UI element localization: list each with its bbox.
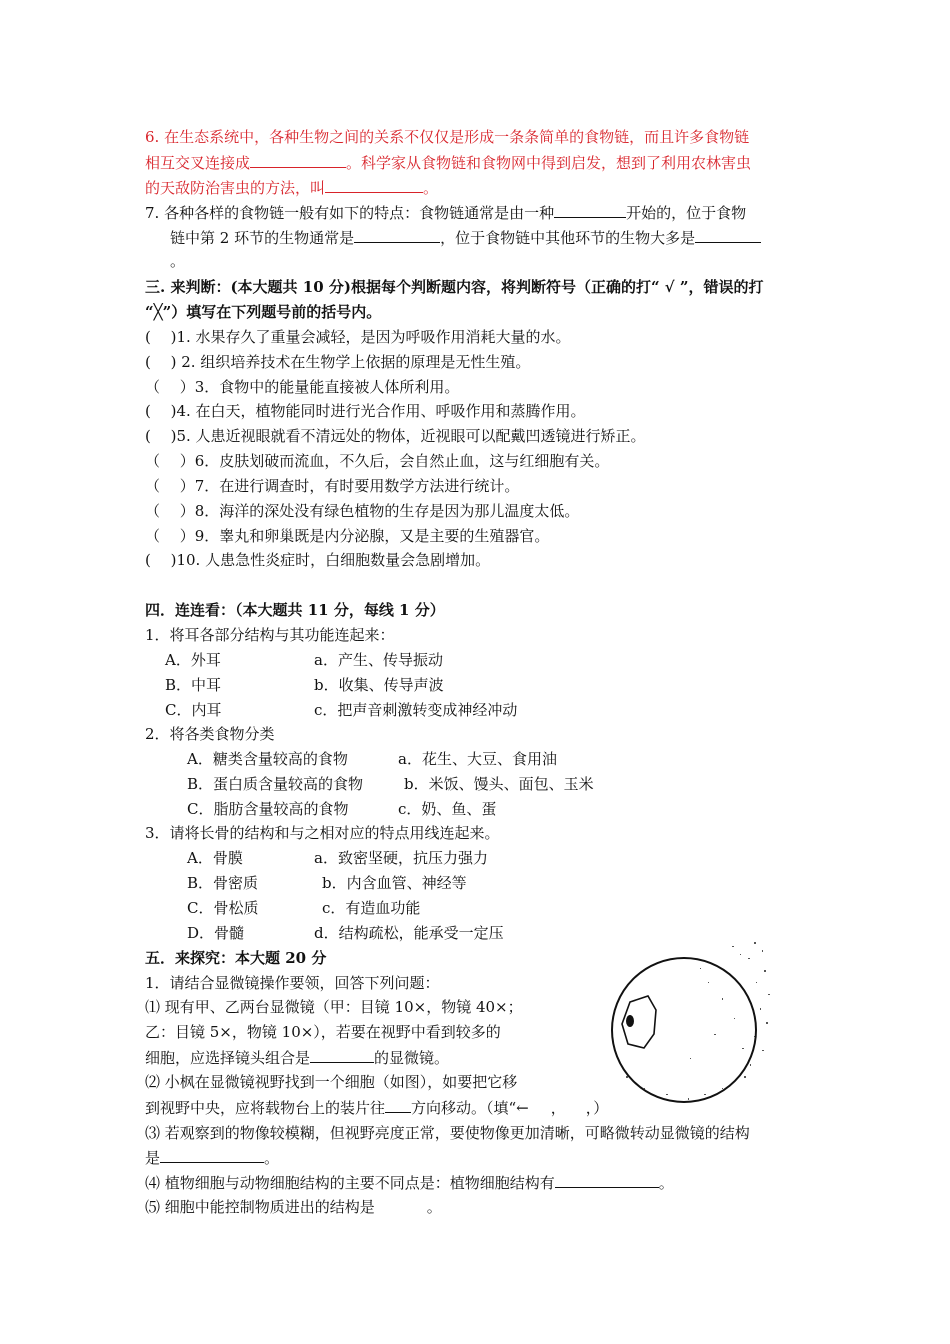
q6-line1: 6. 在生态系统中，各种生物之间的关系不仅仅是形成一条条简单的食物链，而且许多食物链 (145, 128, 750, 146)
s5-p2-blank[interactable] (385, 1097, 411, 1113)
match-q2-right-a[interactable]: a．花生、大豆、食用油 (398, 750, 557, 768)
q6-line3 (145, 177, 438, 198)
match-q2-right-c[interactable]: c．奶、鱼、蛋 (398, 800, 497, 818)
section5-stem: 1．请结合显微镜操作要领，回答下列问题： (145, 974, 440, 992)
s5-p3-blank[interactable] (160, 1147, 264, 1163)
speckle-noise (626, 942, 770, 1100)
match-q1-stem: 1．将耳各部分结构与其功能连起来： (145, 626, 395, 644)
section3-title-line2: “╳”）填写在下列题号前的括号内。 (145, 303, 382, 321)
s5-p4 (145, 1172, 674, 1193)
judgement-item-7[interactable]: （ ）7．在进行调查时，有时要用数学方法进行统计。 (145, 477, 520, 495)
s5-p5-start: ⑸ 细胞中能控制物质进出的结构是 (145, 1198, 375, 1216)
q7-line1-start: 7. 各种各样的食物链一般有如下的特点：食物链通常是由一种 (145, 204, 555, 222)
judgement-item-6[interactable]: （ ）6．皮肤划破而流血，不久后，会自然止血，这与红细胞有关。 (145, 452, 610, 470)
q7-blank-2[interactable] (354, 227, 440, 243)
match-q3-right-a[interactable]: a．致密坚硬，抗压力强力 (314, 849, 488, 867)
s5-p3-line1: ⑶ 若观察到的物像较模糊，但视野亮度正常，要使物像更加清晰，可略微转动显微镜的结构 (145, 1124, 750, 1142)
match-q1-right-c[interactable]: c．把声音刺激转变成神经冲动 (314, 701, 518, 719)
s5-p1-line3 (145, 1047, 449, 1068)
s5-p4-blank[interactable] (555, 1172, 659, 1188)
judgement-item-1[interactable]: ( )1. 水果存久了重量会减轻，是因为呼吸作用消耗大量的水。 (145, 328, 571, 346)
match-q1-left-a[interactable]: A．外耳 (165, 651, 221, 669)
s5-p3-line2 (145, 1147, 279, 1168)
q7-line3: 。 (170, 252, 186, 270)
s5-p2-line2 (145, 1097, 608, 1118)
match-q2-right-b[interactable]: b．米饭、馒头、面包、玉米 (404, 775, 594, 793)
match-q1-left-b[interactable]: B．中耳 (165, 676, 222, 694)
s5-p2-sep-2: ， (585, 1099, 594, 1117)
section4-title: 四．连连看：（本大题共 11 分，每线 1 分） (145, 601, 445, 619)
match-q2-left-a[interactable]: A．糖类含量较高的食物 (187, 750, 348, 768)
q6-blank-2[interactable] (325, 177, 423, 193)
q6-line2-end: 。科学家从食物链和食物网中得到启发，想到了利用农林害虫 (346, 154, 752, 172)
section3-title-line1: 三. 来判断：(本大题共 10 分)根据每个判断题内容，将判断符号（正确的打“ √ ”，错误的打 (145, 278, 764, 296)
judgement-item-9[interactable]: （ ）9．睾丸和卵巢既是内分泌腺，又是主要的生殖器官。 (145, 527, 550, 545)
field-of-view-circle (612, 958, 756, 1102)
section5-title: 五．来探究：本大题 20 分 (145, 949, 327, 967)
q7-line1 (145, 202, 746, 223)
q7-blank-1[interactable] (554, 202, 626, 218)
q7-line2-mid: ，位于食物链中其他环节的生物大多是 (440, 229, 696, 247)
match-q3-right-d[interactable]: d．结构疏松，能承受一定压 (314, 924, 504, 942)
s5-p5 (145, 1197, 442, 1217)
cell-nucleus (626, 1015, 634, 1027)
judgement-item-8[interactable]: （ ）8．海洋的深处没有绿色植物的生存是因为那儿温度太低。 (145, 502, 580, 520)
microscope-view-figure (604, 938, 774, 1108)
s5-p5-end: 。 (426, 1198, 442, 1216)
judgement-item-10[interactable]: ( )10. 人患急性炎症时，白细胞数量会急剧增加。 (145, 551, 491, 569)
judgement-item-5[interactable]: ( )5. 人患近视眼就看不清远处的物体，近视眼可以配戴凹透镜进行矫正。 (145, 427, 646, 445)
s5-p3-line2-start: 是 (145, 1149, 161, 1167)
match-q2-stem: 2．将各类食物分类 (145, 725, 275, 743)
match-q3-left-b[interactable]: B．骨密质 (187, 874, 259, 892)
q7-line2-start: 链中第 2 环节的生物通常是 (170, 229, 355, 247)
s5-p1-line3-start: 细胞，应选择镜头组合是 (145, 1049, 311, 1067)
s5-p1-line1: ⑴ 现有甲、乙两台显微镜（甲：目镜 10×，物镜 40×； (145, 998, 523, 1016)
judgement-item-3[interactable]: （ ）3．食物中的能量能直接被人体所利用。 (145, 378, 460, 396)
q7-line2 (170, 227, 761, 248)
q7-blank-3[interactable] (695, 227, 761, 243)
s5-p4-end: 。 (658, 1174, 674, 1192)
match-q1-right-b[interactable]: b．收集、传导声波 (314, 676, 444, 694)
match-q3-stem: 3．请将长骨的结构和与之相对应的特点用线连起来。 (145, 824, 500, 842)
match-q2-left-b[interactable]: B．蛋白质含量较高的食物 (187, 775, 364, 793)
s5-p1-line3-end: 的显微镜。 (374, 1049, 450, 1067)
s5-p1-line2: 乙：目镜 5×，物镜 10×），若要在视野中看到较多的 (145, 1023, 501, 1041)
s5-p2-line2-start: 到视野中央，应将载物台上的装片往 (145, 1099, 386, 1117)
match-q1-left-c[interactable]: C．内耳 (165, 701, 222, 719)
s5-p2-sep-1: ， (550, 1099, 566, 1117)
s5-p2-close: ） (593, 1099, 609, 1117)
s5-p2-line2-mid: 方向移动。（填“← (411, 1099, 529, 1117)
q6-line2 (145, 152, 751, 173)
s5-p1-blank[interactable] (310, 1047, 374, 1063)
match-q2-left-c[interactable]: C．脂肪含量较高的食物 (187, 800, 349, 818)
match-q3-right-b[interactable]: b．内含血管、神经等 (322, 874, 467, 892)
q6-line3-start: 的天敌防治害虫的方法，叫 (145, 179, 326, 197)
match-q3-right-c[interactable]: c．有造血功能 (322, 899, 421, 917)
s5-p4-start: ⑷ 植物细胞与动物细胞结构的主要不同点是：植物细胞结构有 (145, 1174, 555, 1192)
match-q3-left-a[interactable]: A．骨膜 (187, 849, 243, 867)
judgement-item-4[interactable]: ( )4. 在白天，植物能同时进行光合作用、呼吸作用和蒸腾作用。 (145, 402, 586, 420)
match-q1-right-a[interactable]: a．产生、传导振动 (314, 651, 443, 669)
match-q3-left-c[interactable]: C．骨松质 (187, 899, 259, 917)
q6-line2-start: 相互交叉连接成 (145, 154, 251, 172)
s5-p3-line2-end: 。 (264, 1149, 280, 1167)
q6-line3-end: 。 (423, 179, 439, 197)
judgement-item-2[interactable]: ( ) 2. 组织培养技术在生物学上依据的原理是无性生殖。 (145, 353, 531, 371)
s5-p2-line1: ⑵ 小枫在显微镜视野找到一个细胞（如图），如要把它移 (145, 1073, 518, 1091)
match-q3-left-d[interactable]: D．骨髓 (187, 924, 245, 942)
q7-line1-end: 开始的，位于食物 (626, 204, 747, 222)
q6-blank-1[interactable] (250, 152, 346, 168)
